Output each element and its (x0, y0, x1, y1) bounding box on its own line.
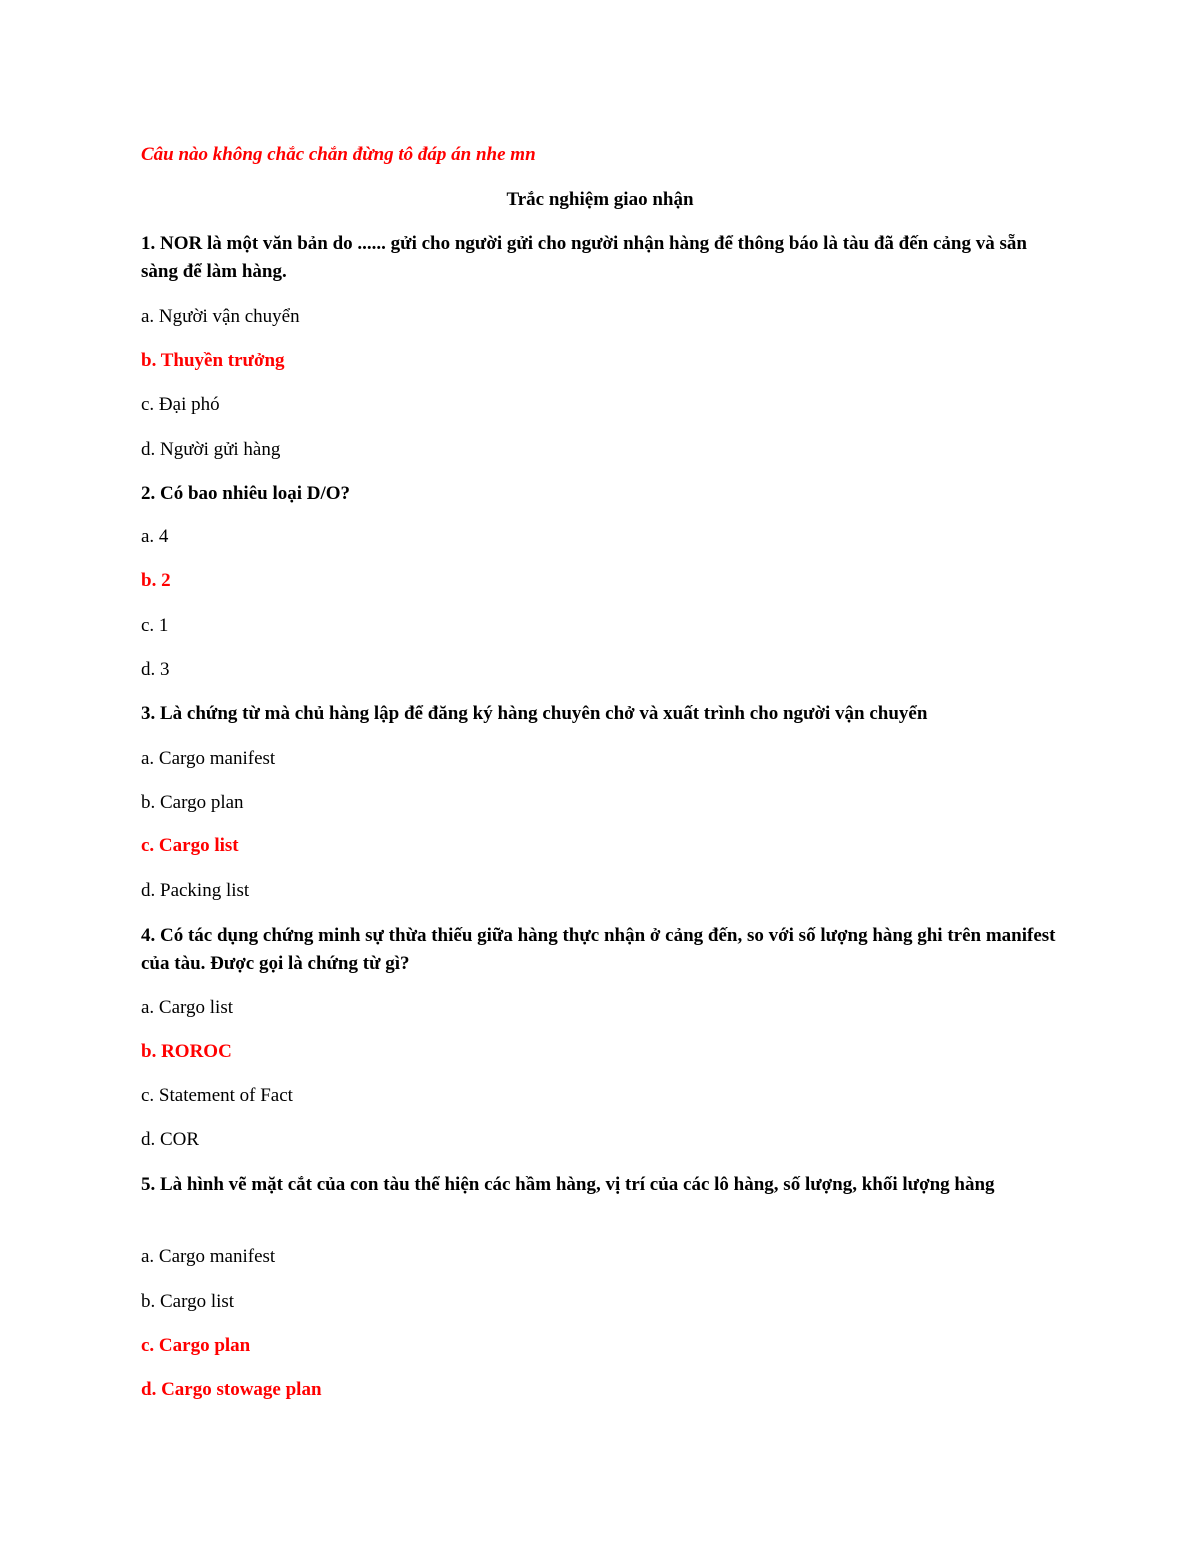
q3-option-c: c. Cargo list (141, 835, 239, 856)
question-1: 1. NOR là một văn bản do ...... gửi cho người gửi cho người nhận hàng để thông báo là tàu đã đến cảng và sẵn sàng để làm hàng. (141, 233, 1027, 282)
q4-option-b: b. ROROC (141, 1041, 232, 1062)
q5-option-d: d. Cargo stowage plan (141, 1379, 322, 1400)
q1-option-b: b. Thuyền trưởng (141, 350, 285, 371)
q1-option-a: a. Người vận chuyển (141, 306, 300, 327)
q2-option-c: c. 1 (141, 615, 169, 636)
question-4: 4. Có tác dụng chứng minh sự thừa thiếu giữa hàng thực nhận ở cảng đến, so với số lượng hàng ghi trên manifest của tàu. Được gọi là chứng từ gì? (141, 925, 1056, 974)
question-5: 5. Là hình vẽ mặt cắt của con tàu thể hiện các hầm hàng, vị trí của các lô hàng, số lượng, khối lượng hàng (141, 1174, 995, 1195)
q4-option-a: a. Cargo list (141, 997, 234, 1018)
q2-option-d: d. 3 (141, 659, 170, 680)
page-title: Trắc nghiệm giao nhận (506, 189, 694, 210)
q2-option-b: b. 2 (141, 570, 171, 591)
q5-option-c: c. Cargo plan (141, 1335, 251, 1356)
q3-option-b: b. Cargo plan (141, 792, 244, 813)
q3-option-a: a. Cargo manifest (141, 748, 276, 769)
q5-option-b: b. Cargo list (141, 1291, 235, 1312)
q1-option-d: d. Người gửi hàng (141, 439, 281, 460)
question-2: 2. Có bao nhiêu loại D/O? (141, 483, 351, 504)
question-3: 3. Là chứng từ mà chủ hàng lập để đăng ký hàng chuyên chở và xuất trình cho người vận chuyển (141, 703, 928, 724)
q5-option-a: a. Cargo manifest (141, 1246, 276, 1267)
q4-option-d: d. COR (141, 1129, 200, 1150)
q4-option-c: c. Statement of Fact (141, 1085, 293, 1106)
q2-option-a: a. 4 (141, 526, 169, 547)
warning-note: Câu nào không chắc chắn đừng tô đáp án nhe mn (141, 144, 536, 165)
q1-option-c: c. Đại phó (141, 394, 220, 415)
q3-option-d: d. Packing list (141, 880, 250, 901)
